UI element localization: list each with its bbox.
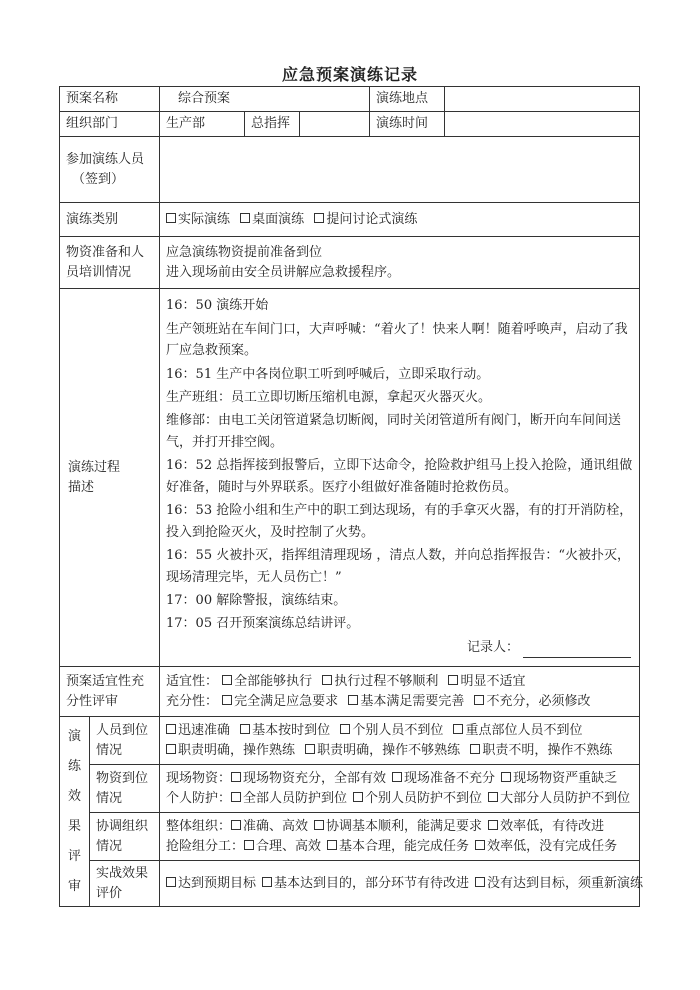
checkbox-icon[interactable] xyxy=(222,695,232,705)
process-line: 16：53 抢险小组和生产中的职工到达现场，有的手拿灭火器，有的打开消防栓，投入到抢险灭火，及时控制了火势。 xyxy=(166,503,633,540)
option-label: 职责明确，操作熟练 xyxy=(178,742,296,758)
category-options xyxy=(160,203,640,237)
commander-label: 总指挥 xyxy=(245,112,300,137)
option-label: 基本达到目的，部分环节有待改进 xyxy=(274,875,470,891)
effect-option[interactable] xyxy=(166,876,256,891)
personnel-option[interactable] xyxy=(305,743,460,758)
option-label: 大部分人员防护不到位 xyxy=(500,790,631,806)
process-line: 生产领班站在车间门口，大声呼喊：“着火了！快来人啊！随着呼唤声，启动了我厂应急救预案。 xyxy=(166,321,628,359)
eval-protection-option[interactable] xyxy=(353,791,482,806)
checkbox-icon[interactable] xyxy=(166,724,176,734)
evaluation-side-label xyxy=(60,717,90,907)
eval-materials-option[interactable] xyxy=(501,771,617,786)
checkbox-icon[interactable] xyxy=(244,840,254,850)
eval-materials-label xyxy=(90,765,160,813)
checkbox-icon[interactable] xyxy=(488,792,498,802)
personnel-option[interactable] xyxy=(240,723,330,738)
plan-name-value[interactable]: 综合预案 xyxy=(160,87,370,112)
checkbox-icon[interactable] xyxy=(353,792,363,802)
recorder-signature xyxy=(166,637,633,658)
personnel-label xyxy=(90,717,160,765)
eval-materials-row xyxy=(166,769,633,789)
coordination-content xyxy=(160,813,640,861)
process-line: 16：55 火被扑灭，指挥组清理现场 ，清点人数，并向总指挥报告：“火被扑灭，现场清理完毕，无人员伤亡！” xyxy=(166,548,631,585)
checkbox-icon[interactable] xyxy=(501,772,511,782)
effect-content xyxy=(160,861,644,907)
checkbox-icon[interactable] xyxy=(392,772,402,782)
checkbox-icon[interactable] xyxy=(470,744,480,754)
option-label: 不充分，必须修改 xyxy=(486,693,591,709)
personnel-option[interactable] xyxy=(166,743,295,758)
checkbox-icon[interactable] xyxy=(314,820,324,830)
option-label: 合理、高效 xyxy=(256,838,322,854)
option-label: 现场准备不充分 xyxy=(404,770,496,786)
eval-materials-option[interactable] xyxy=(231,771,386,786)
suitability-row xyxy=(166,672,633,692)
eval-materials-label-line1: 物资到位 xyxy=(96,770,149,786)
checkbox-icon[interactable] xyxy=(322,675,332,685)
location-value[interactable] xyxy=(445,87,640,112)
effect-option[interactable] xyxy=(475,876,643,891)
participants-signin-area[interactable] xyxy=(160,137,640,203)
location-label: 演练地点 xyxy=(370,87,445,112)
process-content xyxy=(160,289,640,667)
protection-prefix: 个人防护： xyxy=(166,790,232,806)
effect-label xyxy=(90,861,160,907)
commander-value[interactable] xyxy=(300,112,370,137)
category-option-tabletop[interactable] xyxy=(240,212,304,227)
suitability-label-line2: 分性评审 xyxy=(66,693,119,709)
checkbox-icon[interactable] xyxy=(475,840,485,850)
checkbox-icon[interactable] xyxy=(231,792,241,802)
option-label: 完全满足应急要求 xyxy=(234,693,339,709)
checkbox-icon[interactable] xyxy=(327,840,337,850)
materials-label-line1: 物资准备和人 xyxy=(66,244,145,260)
org-value[interactable]: 生产部 xyxy=(160,112,245,137)
drill-time-value[interactable] xyxy=(445,112,640,137)
side-char: 审 xyxy=(67,878,81,894)
option-label: 执行过程不够顺利 xyxy=(334,673,439,689)
effect-option[interactable] xyxy=(262,876,469,891)
option-label: 提问讨论式演练 xyxy=(326,211,418,227)
checkbox-icon[interactable] xyxy=(348,695,358,705)
process-label-line2: 描述 xyxy=(68,479,95,495)
process-line: 17：00 解除警报，演练结束。 xyxy=(166,592,347,608)
personnel-content xyxy=(160,717,640,765)
category-option-actual[interactable] xyxy=(166,212,230,227)
suitability-option[interactable] xyxy=(448,674,525,689)
onsite-materials-prefix: 现场物资： xyxy=(166,770,232,786)
checkbox-icon[interactable] xyxy=(340,724,350,734)
side-char: 演 xyxy=(67,729,81,745)
suitability-label-line1: 预案适宜性充 xyxy=(66,673,145,689)
rescue-division-option[interactable] xyxy=(475,839,617,854)
suitability-content xyxy=(160,667,640,717)
participants-label-line2: （签到） xyxy=(72,171,125,187)
option-label: 桌面演练 xyxy=(252,211,305,227)
option-label: 全部能够执行 xyxy=(234,673,313,689)
rescue-division-prefix: 抢险组分工： xyxy=(166,838,245,854)
checkbox-icon[interactable] xyxy=(222,675,232,685)
effect-label-line1: 实战效果 xyxy=(96,865,149,881)
coordination-option[interactable] xyxy=(488,819,604,834)
checkbox-icon[interactable] xyxy=(314,213,324,223)
coordination-option[interactable] xyxy=(314,819,482,834)
drill-time-label: 演练时间 xyxy=(370,112,445,137)
option-label: 准确、高效 xyxy=(243,818,309,834)
materials-label-line2: 员培训情况 xyxy=(66,264,132,280)
participants-label-line1: 参加演练人员 xyxy=(66,151,145,167)
materials-line: 应急演练物资提前准备到位 xyxy=(166,244,323,260)
coordination-label-line2: 情况 xyxy=(96,838,123,854)
process-line: 16：52 总指挥接到报警后，立即下达命令，抢险救护组马上投入抢险，通讯组做好准备，随时与外界联系。医疗小组做好准备随时抢救伤员。 xyxy=(166,458,633,495)
coordination-option[interactable] xyxy=(231,819,308,834)
rescue-division-option[interactable] xyxy=(244,839,321,854)
checkbox-icon[interactable] xyxy=(305,744,315,754)
recorder-label: 记录人： xyxy=(467,639,520,655)
personnel-label-line1: 人员到位 xyxy=(96,722,149,738)
eval-materials-label-line2: 情况 xyxy=(96,790,123,806)
adequacy-option[interactable] xyxy=(222,694,338,709)
participants-label xyxy=(60,137,160,203)
option-label: 职责明确，操作不够熟练 xyxy=(317,742,461,758)
plan-name-label: 预案名称 xyxy=(60,87,160,112)
option-label: 效率低，有待改进 xyxy=(500,818,605,834)
eval-protection-option[interactable] xyxy=(488,791,630,806)
org-label: 组织部门 xyxy=(60,112,160,137)
side-char: 效 xyxy=(67,788,81,804)
option-label: 现场物资充分，全部有效 xyxy=(243,770,387,786)
personnel-option[interactable] xyxy=(470,743,612,758)
checkbox-icon[interactable] xyxy=(166,213,176,223)
process-line: 维修部：由电工关闭管道紧急切断阀，同时关闭管道所有阀门，断开向车间间送气，并打开排空阀。 xyxy=(166,413,622,450)
option-label: 基本合理，能完成任务 xyxy=(339,838,470,854)
option-label: 基本按时到位 xyxy=(252,722,331,738)
checkbox-icon[interactable] xyxy=(262,877,272,887)
materials-label xyxy=(60,237,160,289)
checkbox-icon[interactable] xyxy=(231,772,241,782)
eval-materials-option[interactable] xyxy=(392,771,495,786)
overall-org-prefix: 整体组织： xyxy=(166,818,232,834)
checkbox-icon[interactable] xyxy=(240,724,250,734)
side-char: 果 xyxy=(67,818,81,834)
checkbox-icon[interactable] xyxy=(231,820,241,830)
page-title: 应急预案演练记录 xyxy=(281,65,418,84)
coordination-label-line1: 协调组织 xyxy=(96,818,149,834)
drill-record-table xyxy=(59,86,644,907)
checkbox-icon[interactable] xyxy=(166,744,176,754)
eval-protection-row xyxy=(166,789,633,809)
option-label: 明显不适宜 xyxy=(460,673,526,689)
option-label: 全部人员防护到位 xyxy=(243,790,348,806)
option-label: 现场物资严重缺乏 xyxy=(513,770,618,786)
suitability-option[interactable] xyxy=(322,674,438,689)
effect-label-line2: 评价 xyxy=(96,885,123,901)
personnel-option[interactable] xyxy=(340,723,443,738)
process-label-line1: 演练过程 xyxy=(68,459,121,475)
checkbox-icon[interactable] xyxy=(448,675,458,685)
option-label: 迅速准确 xyxy=(178,722,231,738)
personnel-label-line2: 情况 xyxy=(96,742,123,758)
process-line: 16：50 演练开始 xyxy=(166,298,269,314)
suitability-prefix: 适宜性： xyxy=(166,673,219,689)
suitability-option[interactable] xyxy=(222,674,312,689)
personnel-row xyxy=(166,721,633,741)
side-char: 评 xyxy=(67,848,81,864)
option-label: 协调基本顺利，能满足要求 xyxy=(326,818,483,834)
suitability-label xyxy=(60,667,160,717)
checkbox-icon[interactable] xyxy=(474,695,484,705)
checkbox-icon[interactable] xyxy=(240,213,250,223)
adequacy-option[interactable] xyxy=(474,694,590,709)
option-label: 个别人员不到位 xyxy=(352,722,444,738)
side-char: 练 xyxy=(67,759,81,774)
adequacy-option[interactable] xyxy=(348,694,464,709)
rescue-division-option[interactable] xyxy=(327,839,469,854)
option-label: 达到预期目标 xyxy=(178,875,257,891)
checkbox-icon[interactable] xyxy=(475,877,485,887)
eval-materials-content xyxy=(160,765,640,813)
checkbox-icon[interactable] xyxy=(488,820,498,830)
process-line: 生产班组：员工立即切断压缩机电源，拿起灭火器灭火。 xyxy=(166,390,492,406)
personnel-option[interactable] xyxy=(453,723,582,738)
checkbox-icon[interactable] xyxy=(453,724,463,734)
process-label xyxy=(60,289,160,667)
option-label: 基本满足需要完善 xyxy=(360,693,465,709)
process-line: 17：05 召开预案演练总结讲评。 xyxy=(166,616,360,632)
adequacy-row xyxy=(166,692,633,712)
option-label: 个别人员防护不到位 xyxy=(365,790,483,806)
coordination-row xyxy=(166,817,633,837)
category-option-discussion[interactable] xyxy=(314,212,417,227)
category-label: 演练类别 xyxy=(60,203,160,237)
coordination-label xyxy=(90,813,160,861)
personnel-row xyxy=(166,741,633,761)
eval-protection-option[interactable] xyxy=(231,791,347,806)
recorder-signature-line[interactable] xyxy=(523,645,631,658)
option-label: 重点部位人员不到位 xyxy=(465,722,583,738)
materials-content xyxy=(160,237,640,289)
rescue-division-row xyxy=(166,837,633,857)
option-label: 效率低，没有完成任务 xyxy=(487,838,618,854)
option-label: 没有达到目标，须重新演练 xyxy=(487,875,644,891)
checkbox-icon[interactable] xyxy=(166,877,176,887)
option-label: 实际演练 xyxy=(178,211,231,227)
personnel-option[interactable] xyxy=(166,723,230,738)
adequacy-prefix: 充分性： xyxy=(166,693,219,709)
materials-line: 进入现场前由安全员讲解应急救援程序。 xyxy=(166,264,401,280)
option-label: 职责不明，操作不熟练 xyxy=(482,742,613,758)
process-line: 16：51 生产中各岗位职工听到呼喊后，立即采取行动。 xyxy=(166,366,490,382)
